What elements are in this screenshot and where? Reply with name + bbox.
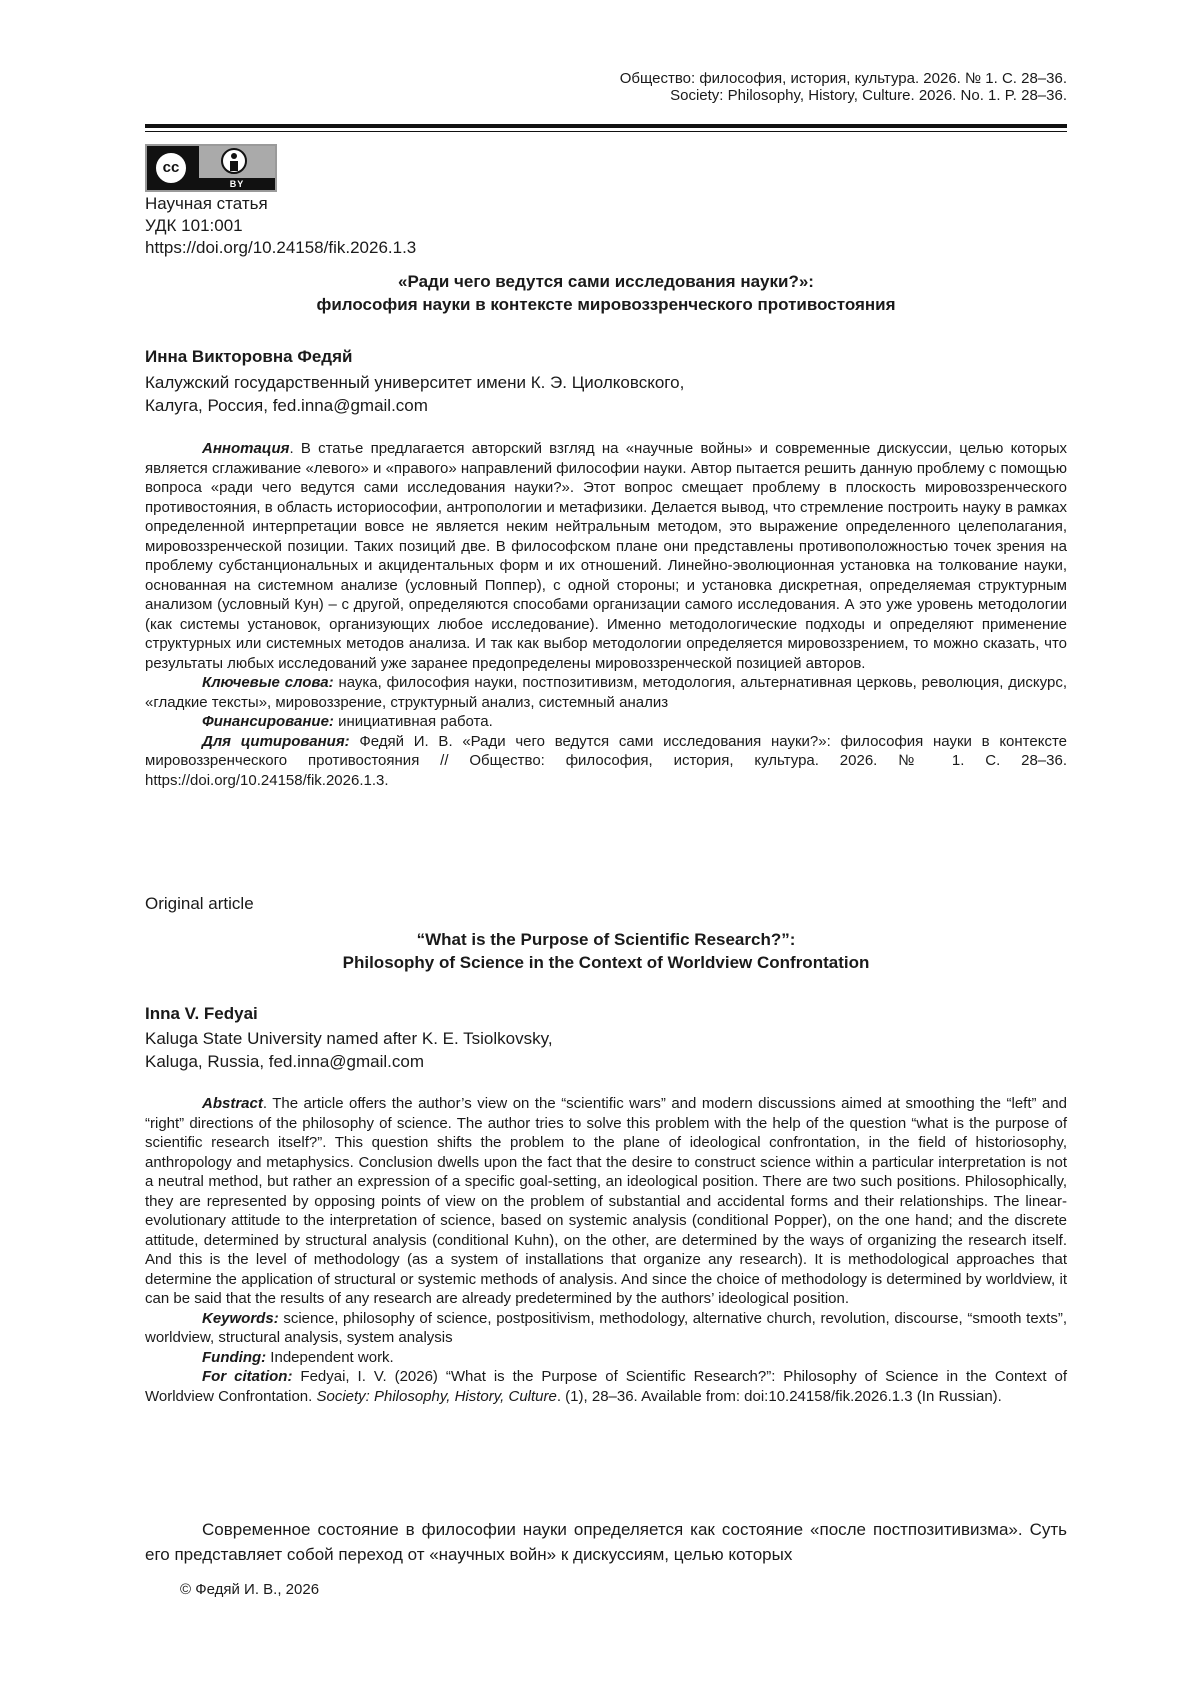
main-text-paragraph: Современное состояние в философии науки определяется как состояние «после постпозитивизма». Суть его представляет собой переход от «научных войн» к дискуссиям, целью которых [145,1520,1067,1564]
journal-citation-en: Society: Philosophy, History, Culture. 2026. No. 1. P. 28–36. [670,87,1067,104]
article-meta [145,193,416,259]
keywords-en-label: Keywords: [202,1309,279,1327]
keywords-ru [145,673,1067,712]
title-en-line2: Philosophy of Science in the Context of Worldview Confrontation [342,953,870,972]
udk-code: УДК 101:001 [145,216,243,235]
affiliation-en [145,1027,553,1073]
citation-en-text-a: Fedyai, I. V. (2026) “What is the Purpose of Scientific Research?”: Philosophy of Science in the Context of Worldview Confrontation. [145,1368,1067,1405]
cc-by-license-badge[interactable] [145,144,277,192]
funding-en-label: Funding: [202,1348,267,1366]
header-rule-thick [145,124,1067,128]
funding-en [145,1348,1067,1368]
keywords-en-text: science, philosophy of science, postpositivism, methodology, alternative church, revolution, discourse, “smooth texts”, worldview, structural analysis, system analysis [145,1309,1067,1346]
abstract-ru [145,439,1067,673]
abstract-en-text: . The article offers the author’s view on the “scientific wars” and modern discussions aimed at smoothing the “left” and “right” directions of the philosophy of science. The author tries to solve this problem with the help of the question “what is the purpose of scientific research itself?”. This question shifts the problem to the plane of ideological confrontation, in the field of historiosophy, anthropology and metaphysics. Conclusion dwells upon the fact that the desire to construct science within a particular interpretation is not a neutral method, but rather an expression of a specific goal-setting, an ideological position. There are two such positions. Philosophically, they are represented by opposing points of view on the problem of substantial and accidental forms and their relationships. The linear-evolutionary attitude to the interpretation of science, based on systemic analysis (conditional Popper), on the one hand; and the discrete attitude, determined by structural analysis (conditional Kuhn), on the other, are determined by the ways of organizing the research itself. And this is the level of methodology (as a system of installations that organize any research). It is methodological approaches that determine the application of structural or systemic methods of analysis. And since the choice of methodology is determined by worldview, it can be said that the results of any research are already predetermined by the authors’ ideological position. [145,1095,1067,1307]
citation-en-text-b: . (1), 28–36. Available from: doi:10.24158/fik.2026.1.3 (In Russian). [556,1387,1002,1405]
affiliation-en-line2: Kaluga, Russia, fed.inna@gmail.com [145,1052,425,1071]
funding-en-text: Independent work. [266,1348,394,1366]
title-en-line1: “What is the Purpose of Scientific Research?”: [416,930,796,949]
keywords-en [145,1309,1067,1348]
title-ru [145,270,1067,316]
funding-ru-text: инициативная работа. [333,713,493,730]
author-name-en: Inna V. Fedyai [145,1004,258,1023]
copyright-notice: © Федяй И. В., 2026 [180,1581,320,1598]
citation-ru-text: Федяй И. В. «Ради чего ведутся сами исследования науки?»: философия науки в контексте мировоззренческого противостояния // Общество: философия, история, культура. 2026. № 1. С. 28–36. https://doi.org/10.24158/fik.2026.1.3. [145,732,1067,789]
citation-ru [145,732,1067,791]
affiliation-ru [145,371,684,417]
citation-en [145,1367,1067,1406]
keywords-ru-label: Ключевые слова: [202,674,334,691]
keywords-ru-text: наука, философия науки, постпозитивизм, методология, альтернативная церковь, революция, дискурс, «гладкие тексты», мировоззрение, структурный анализ, системный анализ [145,674,1067,711]
affiliation-ru-line1: Калужский государственный университет имени К. Э. Циолковского, [145,373,685,392]
abstract-en-block [145,1094,1067,1406]
creative-commons-icon: cc [153,150,189,186]
journal-citation-ru: Общество: философия, история, культура. 2026. № 1. С. 28–36. [619,70,1067,87]
title-ru-line1: «Ради чего ведутся сами исследования науки?»: [398,272,814,291]
header-rule-thin [145,131,1067,132]
citation-en-journal: Society: Philosophy, History, Culture [316,1387,557,1405]
abstract-en-label: Abstract [202,1095,263,1112]
affiliation-ru-line2: Калуга, Россия, fed.inna@gmail.com [145,396,428,415]
main-text [145,1517,1067,1567]
affiliation-en-line1: Kaluga State University named after K. E. Tsiolkovsky, [145,1029,553,1048]
attribution-person-icon [221,148,247,174]
title-en [145,928,1067,974]
article-type-en: Original article [145,894,254,913]
abstract-ru-block [145,439,1067,790]
by-label: BY [229,179,245,189]
citation-ru-label: Для цитирования: [202,732,350,750]
title-ru-line2: философия науки в контексте мировоззренческого противостояния [316,295,896,314]
running-head [145,70,1067,104]
citation-en-label: For citation: [202,1368,293,1385]
author-name-ru: Инна Викторовна Федяй [145,347,353,366]
doi-link[interactable]: https://doi.org/10.24158/fik.2026.1.3 [145,238,417,257]
funding-ru [145,712,1067,732]
abstract-ru-text: . В статье предлагается авторский взгляд на «научные войны» и современные дискуссии, целью которых является сглаживание «левого» и «правого» направлений философии науки. Автор пытается решить данную проблему с помощью вопроса «ради чего ведутся сами исследования науки?». Этот вопрос смещает проблему в плоскость мировоззренческого противостояния, в область историософии, антропологии и метафизики. Делается вывод, что стремление построить науку в рамках определенной интерпретации вовсе не является неким нейтральным методом, это выражение определенного целеполагания, мировоззренческой позиции. Таких позиций две. В философском плане они представлены противоположностью точек зрения на проблему субстанциональных и акцидентальных форм и их отношений. Линейно-эволюционная установка на толкование науки, основанная на системном анализе (условный Поппер), с одной стороны; и установка дискретная, определяемая структурным анализом (условный Кун) – с другой, определяются способами организации самого исследования. А это уже уровень методологии (как системы установок, организующих любое исследование). Именно методологические подходы и определяют применение структурных или системных методов анализа. И так как выбор методологии определяется мировоззрением, то можно сказать, что результаты любых исследований уже заранее предопределены мировоззренческой позицией авторов. [145,440,1067,672]
abstract-en [145,1094,1067,1309]
abstract-ru-label: Аннотация [202,440,290,457]
funding-ru-label: Финансирование: [202,713,334,730]
article-type-ru: Научная статья [145,194,268,213]
